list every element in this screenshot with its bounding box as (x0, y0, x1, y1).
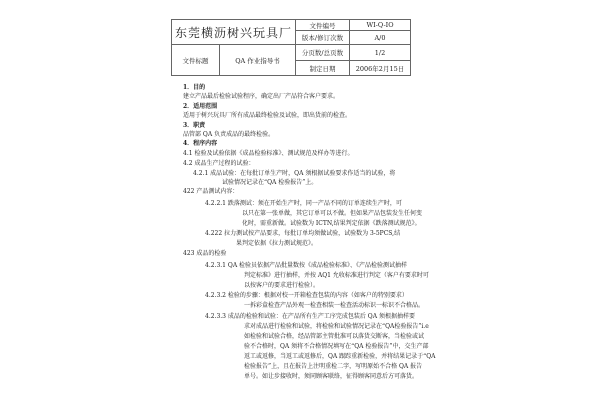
paragraph-4-2-3-2-line1: 4.2.3.2 检验的步骤：根据对校一开箱检查包装的内容（如客户的特别要求） (205, 292, 408, 299)
paragraph-4-2-3-1-line1: 4.2.3.1 QA 检验员依据产品批量数按《成品检验标准》、《产品检验测试抽样 (205, 262, 408, 269)
section-duty-heading: 3．职责 (183, 122, 206, 129)
paragraph-4-2-2-2-line1: 4.222 拉力测试按产品要求，每批订单均须做试验，试验数为 3-5PCS,结 (205, 230, 401, 237)
paragraph-4-2-3-3-line6: 检验报告”上，且在报告上注明重检二字，写明原始不合格 QA 报告 (244, 363, 423, 370)
paragraph-4-2-1-line2: 试验情况记录在“QA 检验报告”上。 (222, 179, 318, 186)
paragraph-4-2-3-2-line2: 一拆彩盒检查产品外观一检查相装一检查活动标识一标识不合格品。 (244, 302, 425, 309)
paragraph-4-2-2-1-line3: 化时，需重新做。试验数为 ICTN,结果判定依据《跌落测试规范》。 (242, 220, 421, 227)
paragraph-4-2-3-1-line2: 判定标准》进行抽样，并按 AQ1 允收标准进行判定（客户有要求时可 (244, 272, 429, 279)
version-label: 版本/修订次数 (296, 31, 350, 45)
paragraph-4-2-3: 423 成品的检验 (183, 250, 227, 257)
paragraph-4-2-3-1-line3: 以按客户的要求进行检验）。 (244, 282, 320, 289)
file-number-label: 文件编号 (296, 20, 350, 31)
paragraph-4-2-3-3-line4: 验不合格时，QA 须将不合格情况填写在“QA 检验报告”中，交生产部 (244, 343, 429, 350)
section-scope-heading: 2．适用范围 (183, 103, 218, 110)
date-label: 制定日期 (296, 61, 350, 76)
file-title-value: QA 作业指导书 (220, 45, 296, 76)
paragraph-4-2-3-3-line3: 如检验和试验合格，经品管部主管批准可以落货交断客，当检验或试 (244, 333, 425, 340)
header-table (171, 19, 411, 76)
file-title-label: 文件标题 (172, 45, 220, 76)
pages-label: 分页数/总页数 (296, 45, 350, 61)
pages-value: 1/2 (350, 45, 411, 61)
section-purpose-heading: 1．目的 (183, 84, 206, 91)
version-value: A/0 (350, 31, 411, 45)
date-value: 2006年2月15日 (350, 61, 411, 76)
paragraph-4-2-2: 422 产品测试内容： (183, 188, 239, 195)
file-number-value: WI-Q-IO (350, 20, 411, 31)
paragraph-4-2-3-3-line7: 单号。如让步接收时，须同顾客联络，征得顾客同意后方可落货。 (244, 373, 419, 380)
paragraph-4-2-1-line1: 4.2.1 成品试验：在每批订单生产时，QA 须根据试验要求作适当的试验，将 (193, 170, 396, 177)
paragraph-4-2-2-2-line2: 果判定依据《拉力测试规范》。 (236, 240, 318, 247)
paragraph-4-2-2-1-line2: 以只在第一张单做，其它订单可以不做。但如果产品包装发生任何变 (242, 210, 423, 217)
company-name: 东莞横沥树兴玩具厂 (172, 20, 296, 45)
paragraph-4-2-2-1-line1: 4.2.2.1 跌落测试：须在开始生产时，同一产品不同的订单连续生产时，可 (205, 200, 402, 207)
paragraph-4-2: 4.2 成品生产过程的试验： (183, 160, 255, 167)
paragraph-4-2-3-3-line5: 返工或返修，当返工或返修后，QA 跟踪重新检验，并将结果记录于“QA (244, 353, 436, 360)
paragraph-4-1: 4.1 检验及试验依据《成品检验标准》、测试规范及样办等进行。 (183, 150, 354, 157)
section-purpose-text: 建立产品最后检验试验程序，确定出厂产品符合客户要求。 (183, 93, 340, 100)
paragraph-4-2-3-3-line2: 求对成品进行检验和试验，将检验和试验情况记录在“QA检验报告”i.e (244, 323, 429, 330)
paragraph-4-2-3-3-line1: 4.2.3.3 成品的检验和试验：在产品所有生产工序完成包装后 QA 须根据抽样要 (205, 313, 415, 320)
section-duty-text: 品管部 QA 负责成品的最终检验。 (183, 131, 275, 138)
section-scope-text: 适用于树兴玩具厂所有成品最终检验及试验，即出货前的检查。 (183, 112, 352, 119)
section-procedure-heading: 4．程序内容 (183, 140, 218, 147)
